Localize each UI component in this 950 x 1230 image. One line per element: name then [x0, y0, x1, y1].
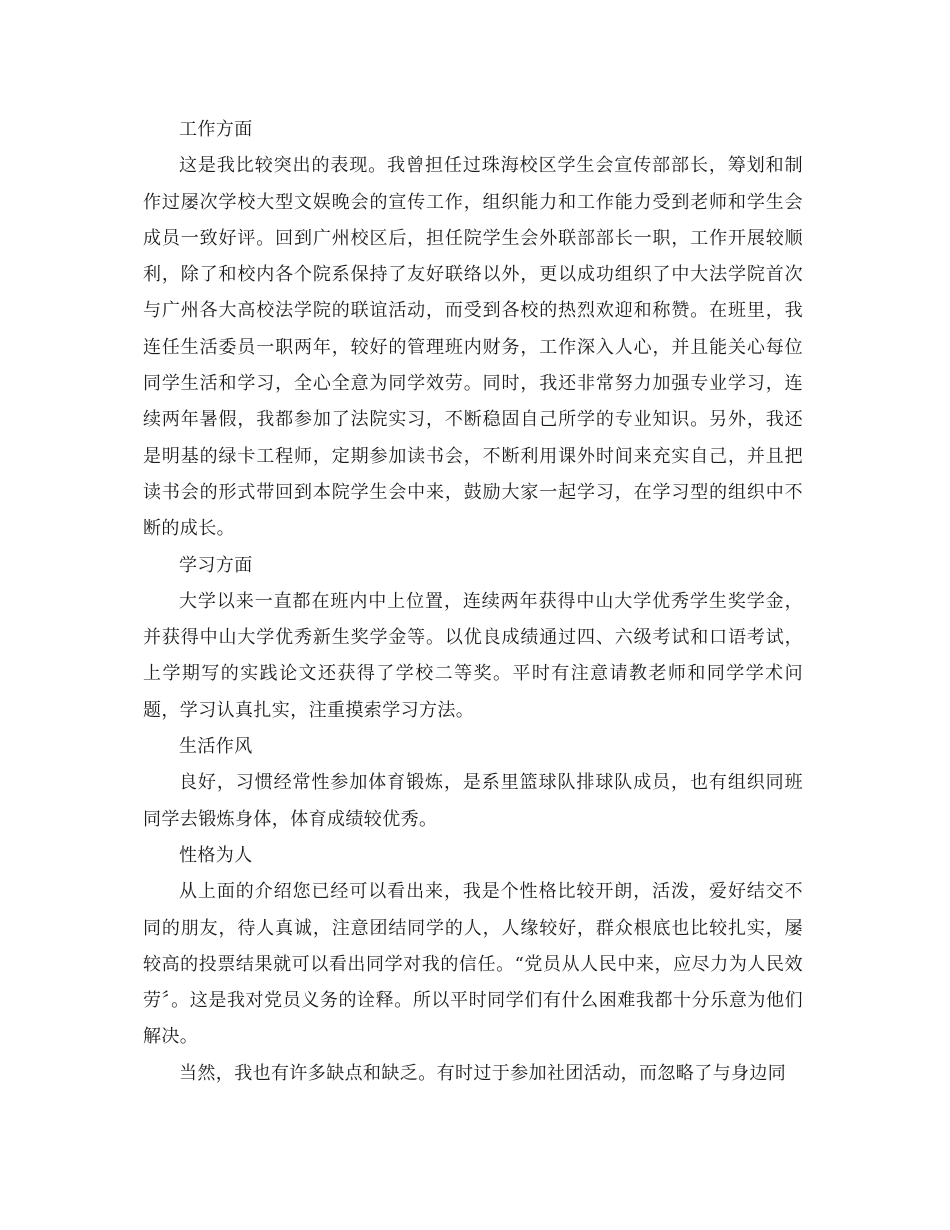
section-heading-study: 学习方面 — [179, 554, 253, 576]
paragraph-shortcomings: 当然，我也有许多缺点和缺乏。有时过于参加社团活动，而忽略了与身边同 — [179, 1062, 787, 1084]
paragraph-character: 从上面的介绍您已经可以看出来，我是个性格比较开朗，活泼，爱好结交不同的朋友，待人真诚，注意团结同学的人，人缘较好，群众根底也比较扎实，屡较高的投票结果就可以看出同学对我的信任。“党员从人民中来，应尽力为人民效劳〞。这是我对党员义务的诠释。所以平时同学们有什么困难我都十分乐意为他们解决。 — [143, 881, 803, 1048]
section-heading-character: 性格为人 — [179, 844, 253, 866]
paragraph-life: 良好，习惯经常性参加体育锻炼，是系里篮球队排球队成员，也有组织同班同学去锻炼身体，体育成绩较优秀。 — [143, 772, 803, 830]
document-body — [143, 112, 803, 1092]
paragraph-study: 大学以来一直都在班内中上位置，连续两年获得中山大学优秀学生奖学金，并获得中山大学优秀新生奖学金等。以优良成绩通过四、六级考试和口语考试，上学期写的实践论文还获得了学校二等奖。平时有注意请教老师和同学学术问题，学习认真扎实，注重摸索学习方法。 — [143, 590, 803, 721]
section-heading-life: 生活作风 — [179, 736, 253, 758]
section-heading-work: 工作方面 — [179, 119, 253, 140]
paragraph-work: 这是我比较突出的表现。我曾担任过珠海校区学生会宣传部部长，筹划和制作过屡次学校大型文娱晚会的宣传工作，组织能力和工作能力受到老师和学生会成员一致好评。回到广州校区后，担任院学生会外联部部长一职，工作开展较顺利，除了和校内各个院系保持了友好联络以外，更以成功组织了中大法学院首次与广州各大高校法学院的联谊活动，而受到各校的热烈欢迎和称赞。在班里，我连任生活委员一职两年，较好的管理班内财务，工作深入人心，并且能关心每位同学生活和学习，全心全意为同学效劳。同时，我还非常努力加强专业学习，连续两年暑假，我都参加了法院实习，不断稳固自己所学的专业知识。另外，我还是明基的绿卡工程师，定期参加读书会，不断利用课外时间来充实自己，并且把读书会的形式带回到本院学生会中来，鼓励大家一起学习，在学习型的组织中不断的成长。 — [143, 155, 803, 540]
